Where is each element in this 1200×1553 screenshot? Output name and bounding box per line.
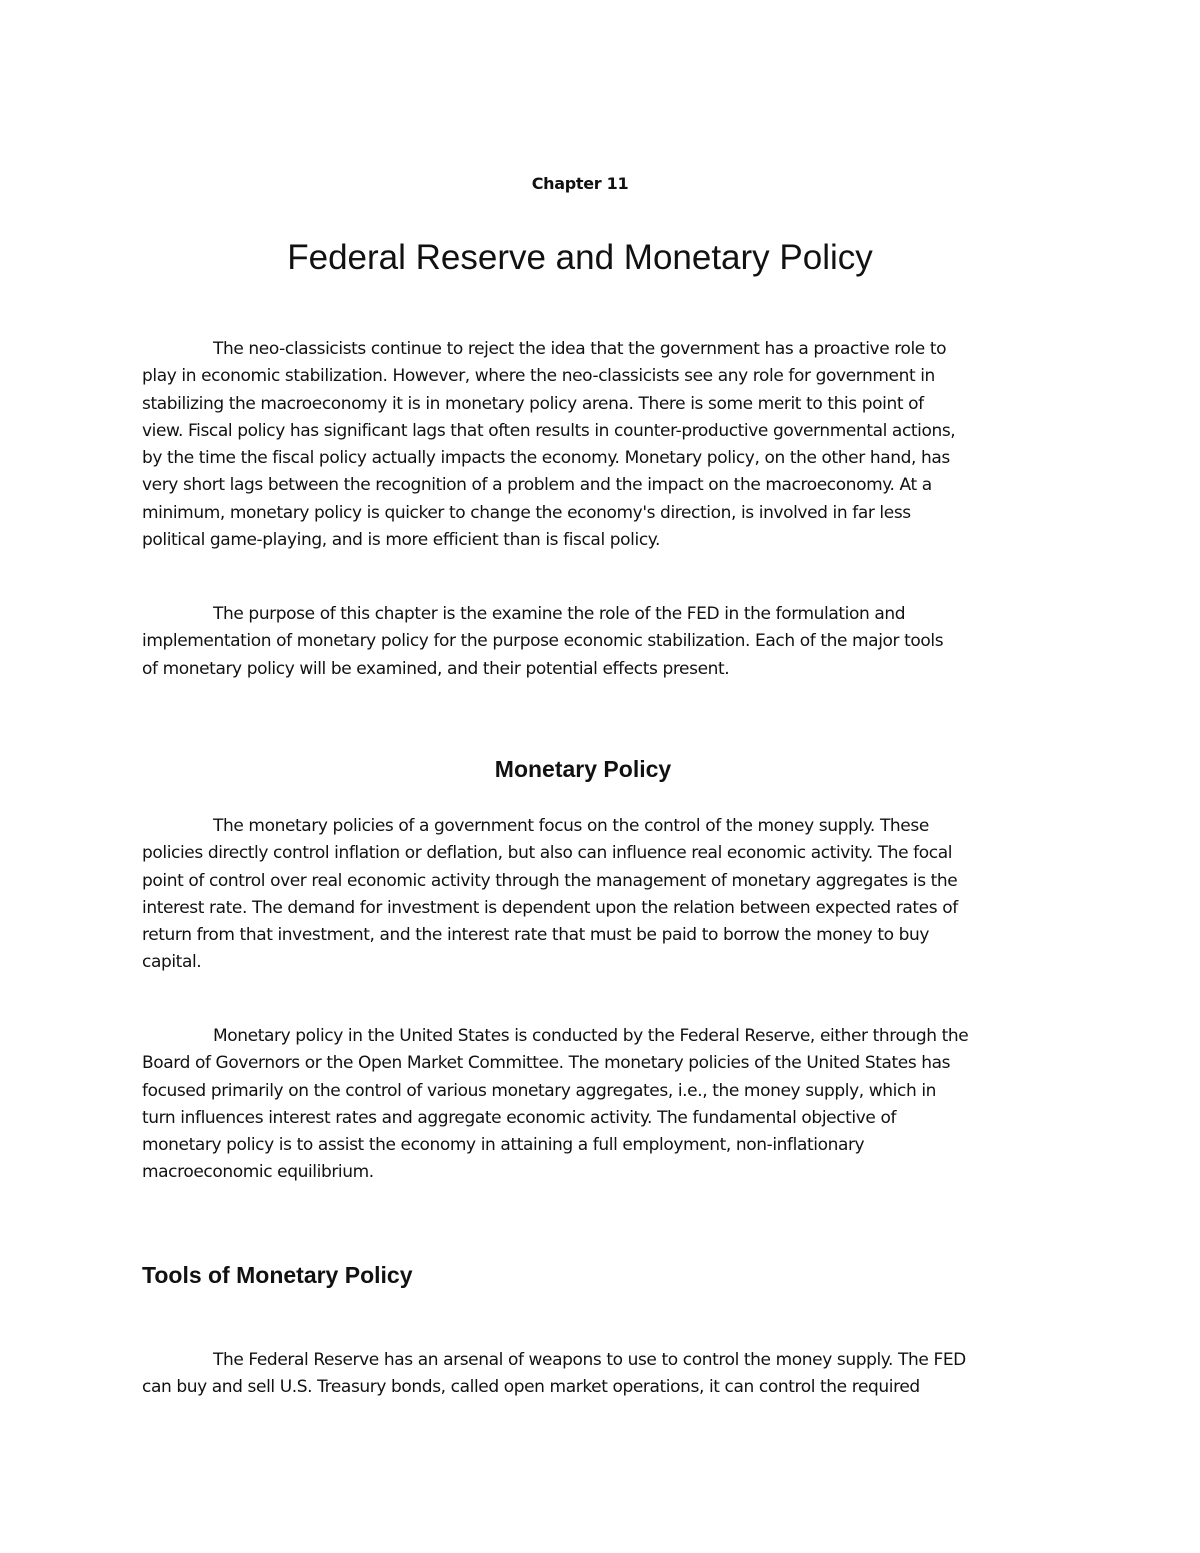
paragraph-line: very short lags between the recognition of a problem and the impact on the macroeconomy. At a [142, 475, 932, 496]
paragraph-line: play in economic stabilization. However, where the neo-classicists see any role for government in [142, 366, 935, 387]
paragraph-line: policies directly control inflation or deflation, but also can influence real economic activity. The focal [142, 843, 953, 864]
paragraph-line: The purpose of this chapter is the examine the role of the FED in the formulation and [213, 604, 906, 624]
paragraph-line: macroeconomic equilibrium. [142, 1162, 374, 1183]
paragraph-line: interest rate. The demand for investment is dependent upon the relation between expected rates of [142, 897, 958, 918]
tools-paragraph-1 [142, 1347, 1042, 1402]
monetary-policy-paragraph-1 [142, 813, 1042, 977]
paragraph-line: implementation of monetary policy for the purpose economic stabilization. Each of the major tools [142, 631, 944, 652]
chapter-label: Chapter 11 [531, 174, 629, 193]
monetary-policy-paragraph-2 [142, 1023, 1042, 1187]
paragraph-line: Board of Governors or the Open Market Committee. The monetary policies of the United States has [142, 1053, 951, 1074]
intro-paragraph-1 [142, 336, 1042, 554]
paragraph-line: The Federal Reserve has an arsenal of weapons to use to control the money supply. The FED [213, 1350, 966, 1370]
page-title: Federal Reserve and Monetary Policy [287, 238, 873, 277]
paragraph-line: political game-playing, and is more efficient than is fiscal policy. [142, 530, 661, 551]
paragraph-line: return from that investment, and the interest rate that must be paid to borrow the money to buy [142, 925, 930, 946]
paragraph-line: The neo-classicists continue to reject the idea that the government has a proactive role to [213, 339, 947, 359]
paragraph-line: Monetary policy in the United States is conducted by the Federal Reserve, either through the [213, 1026, 969, 1046]
paragraph-line: by the time the fiscal policy actually impacts the economy. Monetary policy, on the other hand, has [142, 448, 950, 469]
section-heading-monetary-policy: Monetary Policy [494, 756, 672, 782]
paragraph-line: stabilizing the macroeconomy it is in monetary policy arena. There is some merit to this point of [142, 393, 924, 414]
paragraph-line: of monetary policy will be examined, and their potential effects present. [142, 658, 730, 679]
paragraph-line: monetary policy is to assist the economy in attaining a full employment, non-inflationary [142, 1135, 865, 1156]
paragraph-line: focused primarily on the control of various monetary aggregates, i.e., the money supply, which in [142, 1080, 937, 1101]
intro-paragraph-2 [142, 601, 1042, 683]
paragraph-line: minimum, monetary policy is quicker to change the economy's direction, is involved in far less [142, 502, 911, 523]
paragraph-line: point of control over real economic activity through the management of monetary aggregates is the [142, 870, 958, 891]
paragraph-line: The monetary policies of a government focus on the control of the money supply. These [213, 816, 929, 836]
paragraph-line: view. Fiscal policy has significant lags that often results in counter-productive governmental actions, [142, 420, 956, 441]
section-heading-tools: Tools of Monetary Policy [142, 1262, 413, 1288]
paragraph-line: capital. [142, 952, 202, 973]
paragraph-line: can buy and sell U.S. Treasury bonds, called open market operations, it can control the required [142, 1377, 920, 1398]
paragraph-line: turn influences interest rates and aggregate economic activity. The fundamental objective of [142, 1107, 897, 1128]
